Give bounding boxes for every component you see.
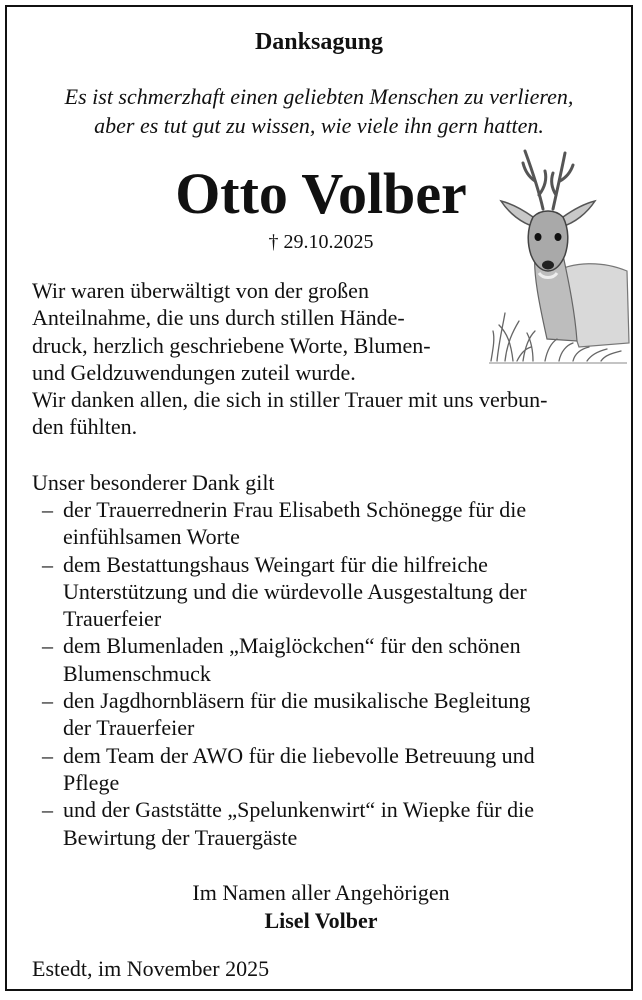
thanks-item: [42, 551, 622, 633]
body-line: Anteilnahme, die uns durch stillen Hände-: [32, 305, 405, 331]
body-text: [32, 277, 622, 441]
thanks-intro: Unser besonderer Dank gilt: [32, 470, 275, 495]
motto-line: aber es tut gut zu wissen, wie viele ihn gern hatten.: [94, 113, 544, 138]
thanks-line: einfühlsamen Worte: [63, 524, 240, 550]
body-line: und Geldzuwendungen zuteil wurde.: [32, 359, 356, 385]
thanks-line: Trauerfeier: [63, 606, 162, 632]
heading: Danksagung: [254, 29, 384, 55]
place-date: Estedt, im November 2025: [32, 956, 270, 981]
thanks-line: Blumenschmuck: [63, 660, 211, 686]
body-line: druck, herzlich geschriebene Worte, Blumen-: [32, 332, 431, 358]
dash: –: [42, 633, 53, 659]
thanks-list: [42, 496, 622, 851]
thanks-line: Bewirtung der Trauergäste: [63, 824, 298, 850]
thanks-item: [42, 742, 622, 797]
signoff: [7, 879, 635, 935]
deceased-name: Otto Volber: [175, 161, 467, 226]
dash: –: [42, 742, 53, 768]
thanks-line: der Trauerrednerin Frau Elisabeth Schönegge für die: [63, 497, 527, 522]
body-line: Wir danken allen, die sich in stiller Trauer mit uns verbun-: [32, 387, 548, 413]
dash: –: [42, 688, 53, 714]
thanks-line: der Trauerfeier: [63, 715, 195, 741]
thanks-item: [42, 632, 622, 687]
thanks-item: [42, 796, 622, 851]
cross-symbol: †: [268, 231, 279, 253]
death-date: 29.10.2025: [283, 231, 374, 253]
motto: [7, 82, 631, 140]
motto-line: Es ist schmerzhaft einen geliebten Menschen zu verlieren,: [64, 84, 574, 109]
thanks-line: den Jagdhornbläsern für die musikalische Begleitung: [63, 688, 531, 714]
dash: –: [42, 551, 53, 577]
thanks-line: dem Blumenladen „Maiglöckchen“ für den schönen: [63, 633, 521, 659]
thanks-line: dem Team der AWO für die liebevolle Betreuung und: [63, 742, 535, 768]
thanks-line: und der Gaststätte „Spelunkenwirt“ in Wiepke für die: [63, 797, 534, 823]
signoff-text: Im Namen aller Angehörigen: [192, 880, 450, 905]
body-line: Wir waren überwältigt von der großen: [32, 278, 369, 303]
thanks-item: [42, 687, 622, 742]
thanks-line: dem Bestattungshaus Weingart für die hilfreiche: [63, 551, 488, 577]
thanks-line: Pflege: [63, 769, 120, 795]
dash: –: [42, 797, 53, 823]
dash: –: [42, 497, 53, 522]
body-line: den fühlten.: [32, 414, 138, 440]
thanks-line: Unterstützung und die würdevolle Ausgestaltung der: [63, 578, 527, 604]
obituary-card: [5, 5, 633, 991]
thanks-item: [42, 496, 622, 551]
signer-name: Lisel Volber: [264, 908, 378, 933]
